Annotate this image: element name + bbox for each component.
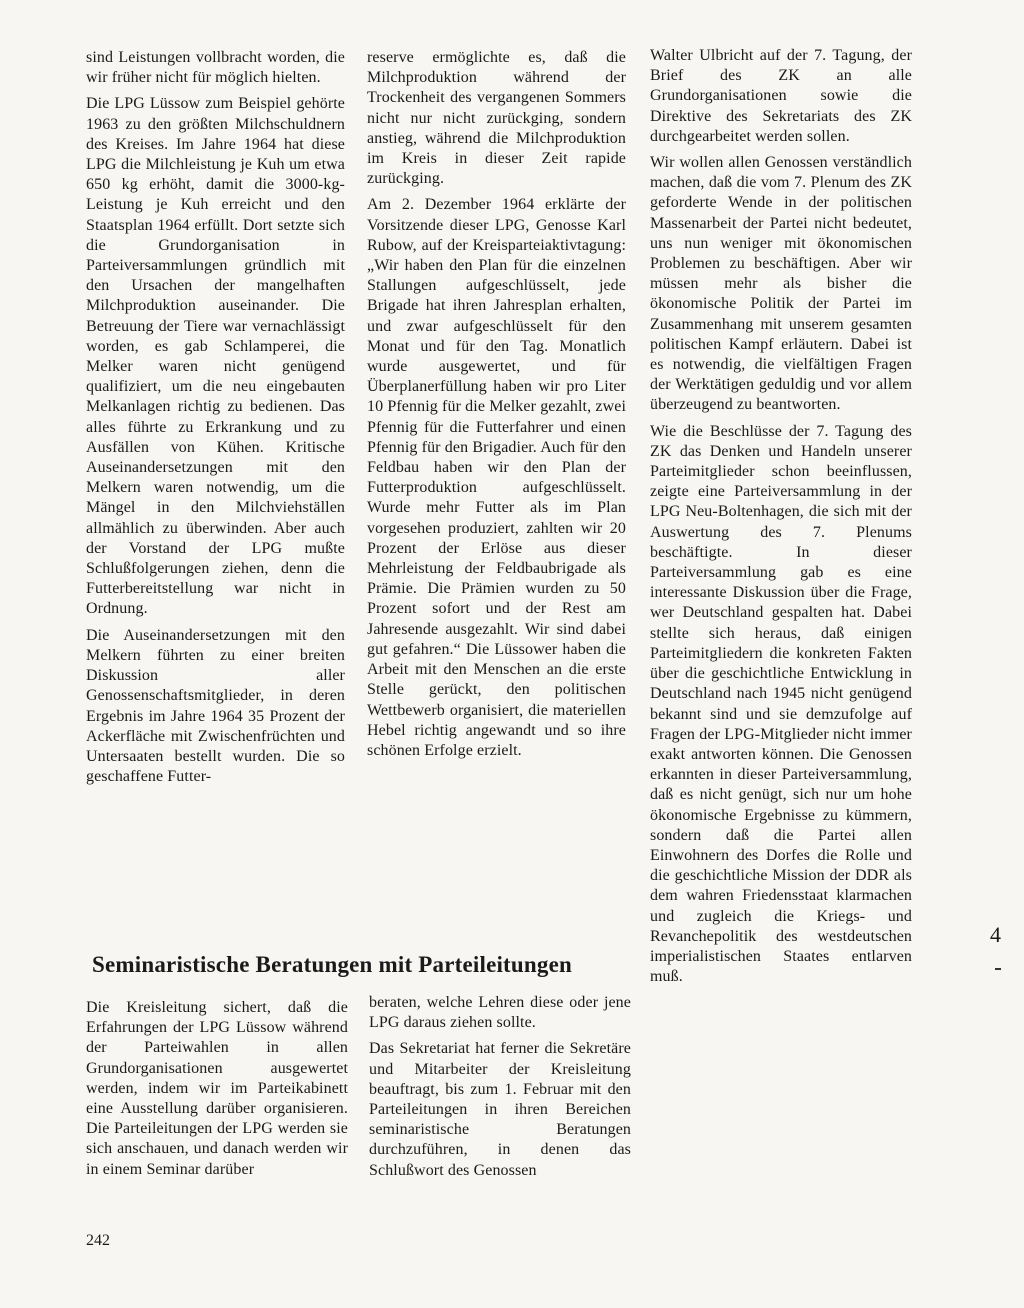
column-5 bbox=[369, 993, 631, 1187]
paragraph: reserve ermöglichte es, daß die Milchproduktion während der Trockenheit des vergangenen Sommers nicht nur nicht zurückging, sondern anstieg, während die Milchproduktion im Kreis in dieser Zeit rapide zurückging. bbox=[367, 49, 626, 188]
paragraph: Am 2. Dezember 1964 erklärte der Vorsitzende dieser LPG, Genosse Karl Rubow, auf der Kreisparteiaktivtagung: „Wir haben den Plan für die einzelnen Stallungen aufgeschlüsselt, jede Brigade hat ihren Jahresplan erhalten, und zwar aufgeschlüsselt für den Monat und für den Tag. Monatlich wurde ausgewertet, und für Überplanerfüllung haben wir pro Liter 10 Pfennig für die Melker gezahlt, zwei Pfennig für die Futterfahrer und einen Pfennig für den Brigadier. Auch für den Feldbau haben wir den Plan der Futterproduktion aufgeschlüsselt. Wurde mehr Futter als im Plan vorgesehen produziert, zahlten wir 20 Prozent der Erlöse aus dieser Mehrleistung der Feldbaubrigade als Prämie. Die Prämien wurden zu 50 Prozent sofort und der Rest am Jahresende ausgezahlt. Wir sind dabei gut gefahren.“ Die Lüssower haben die Arbeit mit den Menschen an die erste Stelle gerückt, den politischen Wettbewerb organisiert, die materiellen Hebel richtig angewandt und so ihre schönen Erfolge erzielt. bbox=[367, 196, 626, 759]
paragraph: Die Kreisleitung sichert, daß die Erfahrungen der LPG Lüssow während der Parteiwahlen in allen Grundorganisationen ausgewertet werden, indem wir im Parteikabinett eine Ausstellung darüber organisieren. Die Parteileitungen der LPG werden sie sich anschauen, und danach werden wir in einem Seminar darüber bbox=[86, 999, 348, 1178]
section-heading: Seminaristische Beratungen mit Parteileitungen bbox=[92, 952, 573, 977]
paragraph: Die LPG Lüssow zum Beispiel gehörte 1963 zu den größten Milchschuldnern des Kreises. Im Jahre 1964 hat diese LPG die Milchleistung je Kuh um etwa 650 kg erhöht, damit die 3000-kg-Leistung je Kuh erreicht und den Staatsplan 1964 erfüllt. Dort setzte sich die Grundorganisation in Parteiversammlungen gründlich mit den Ursachen der mangelhaften Milchproduktion auseinander. Die Betreuung der Tiere war vernachlässigt worden, es gab Schlamperei, die Melker waren nicht genügend qualifiziert, um die neu eingebauten Melkanlagen richtig zu bedienen. Das alles führte zu Erkrankung und zu Ausfällen von Kühen. Kritische Auseinandersetzungen mit den Melkern waren notwendig, um die Mängel in den Milchviehställen allmählich zu überwinden. Aber auch der Vorstand der LPG mußte Schlußfolgerungen ziehen, denn die Futterbereitstellung war nicht in Ordnung. bbox=[86, 95, 345, 618]
paragraph: Die Auseinandersetzungen mit den Melkern führten zu einer breiten Diskussion aller Genossenschaftsmitglieder, in deren Ergebnis im Jahre 1964 35 Prozent der Ackerfläche mit Zwischenfrüchten und Untersaaten bestellt wurden. Die so geschaffene Futter- bbox=[86, 626, 345, 786]
column-4 bbox=[86, 998, 348, 1186]
margin-dash bbox=[995, 968, 1001, 970]
paragraph: Walter Ulbricht auf der 7. Tagung, der Brief des ZK an alle Grundorganisationen sowie die Direktive des Sekretariats des ZK durchgearbeitet werden sollen. bbox=[650, 47, 912, 145]
paragraph: Wie die Beschlüsse der 7. Tagung des ZK das Denken und Handeln unserer Parteimitglieder schon beeinflussen, zeigte eine Parteiversammlung in der LPG Neu-Boltenhagen, die sich mit der Auswertung des 7. Plenums beschäftigte. In dieser Parteiversammlung gab es eine interessante Diskussion über die Frage, wer Deutschland gespalten hat. Dabei stellte sich heraus, daß einigen Parteimitgliedern die konkreten Fakten über die geschichtliche Entwicklung in Deutschland nach 1945 nicht genügend bekannt sind und sie demzufolge auf Fragen der LPG-Mitglieder nicht immer exakt antworten können. Die Genossen erkannten in dieser Parteiversammlung, daß es nicht genügt, sich nur um hohe ökonomische Ergebnisse zu kümmern, sondern daß die Partei allen Einwohnern des Dorfes die Rolle und die geschichtliche Mission der DDR als dem wahren Friedensstaat klarmachen und zugleich die Kriegs- und Revanchepolitik des westdeutschen imperialistischen Staates entlarven muß. bbox=[650, 422, 912, 986]
paragraph: beraten, welche Lehren diese oder jene LPG daraus ziehen sollte. bbox=[369, 994, 631, 1032]
margin-mark: 4 bbox=[990, 922, 1001, 947]
column-1 bbox=[86, 48, 345, 793]
column-2 bbox=[367, 48, 626, 767]
page-number: 242 bbox=[86, 1232, 110, 1249]
paragraph: Das Sekretariat hat ferner die Sekretäre und Mitarbeiter der Kreisleitung beauftragt, bis zum 1. Februar mit den Parteileitungen in ihren Bereichen seminaristische Beratungen durchzuführen, in denen das Schlußwort des Genossen bbox=[369, 1040, 631, 1179]
column-3 bbox=[650, 46, 912, 993]
paragraph: Wir wollen allen Genossen verständlich machen, daß die vom 7. Plenum des ZK geforderte Wende in der politischen Massenarbeit der Partei nicht bedeutet, uns nun weniger mit ökonomischen Problemen zu beschäftigen. Aber wir müssen mehr als bisher die ökonomische Politik der Partei im Zusammenhang mit unserem gesamten politischen Kampf erläutern. Dabei ist es notwendig, die vielfältigen Fragen der Werktätigen geduldig und vor allem überzeugend zu beantworten. bbox=[650, 154, 912, 414]
paragraph: sind Leistungen vollbracht worden, die wir früher nicht für möglich hielten. bbox=[86, 49, 345, 87]
